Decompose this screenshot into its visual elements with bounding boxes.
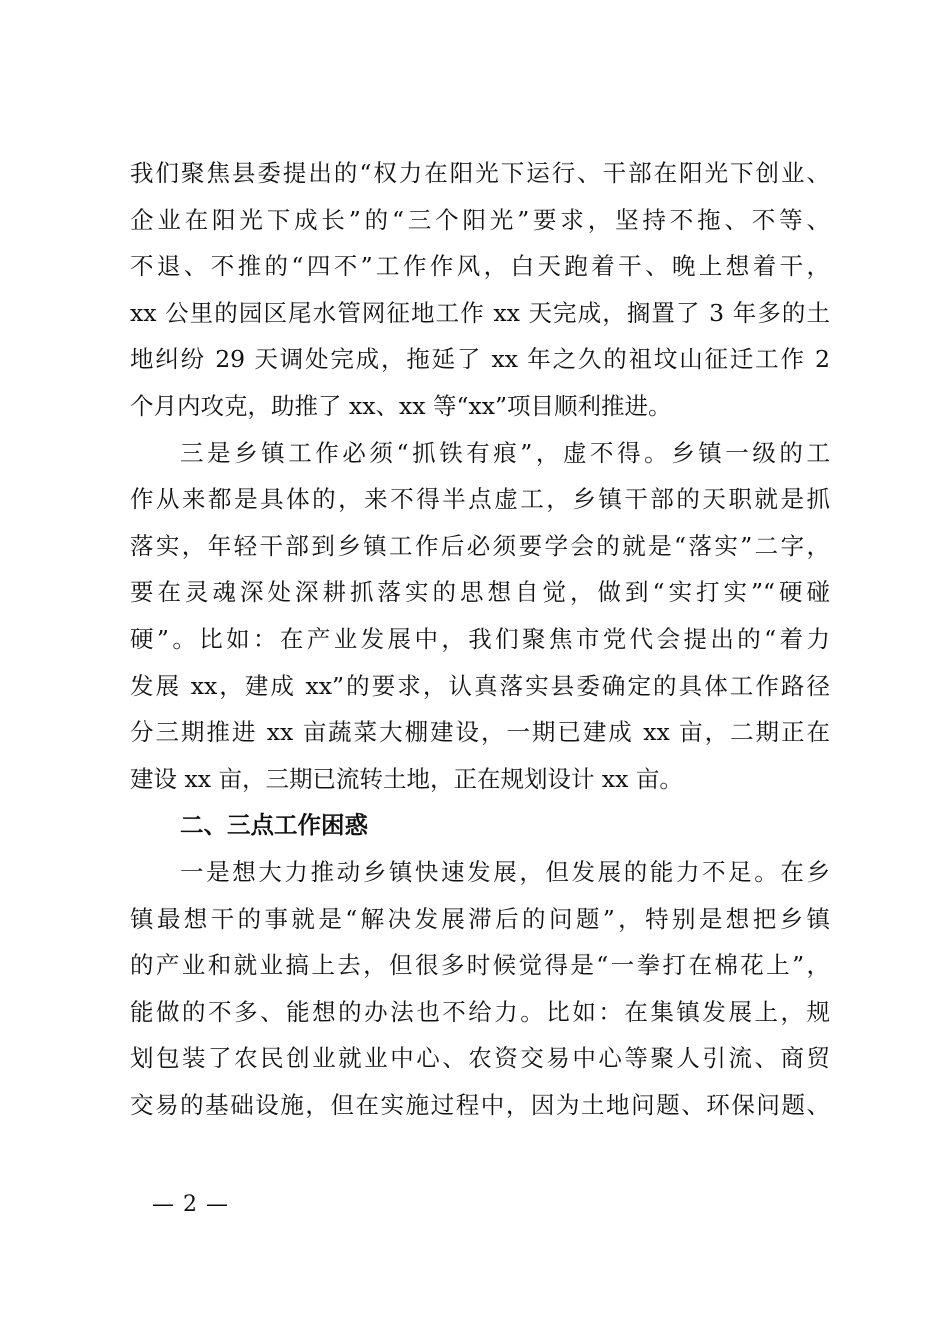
text-line: 交易的基础设施，但在实施过程中，因为土地问题、环保问题、: [130, 1090, 830, 1119]
body-paragraph: [130, 150, 830, 430]
text-line: 企业在阳光下成长”的“三个阳光”要求，坚持不拖、不等、: [130, 205, 830, 234]
section-heading: [130, 802, 830, 849]
body-paragraph: [130, 430, 830, 803]
text-line: 建设 xx 亩，三期已流转土地，正在规划设计 xx 亩。: [130, 764, 683, 793]
text-line: 作从来都是具体的，来不得半点虚工，乡镇干部的天职就是抓: [130, 485, 830, 514]
text-line: 发展 xx，建成 xx”的要求，认真落实县委确定的具体工作路径: [130, 671, 830, 700]
text-line: 的产业和就业搞上去，但很多时候觉得是“一拳打在棉花上”，: [130, 951, 830, 980]
text-line: 划包装了农民创业就业中心、农资交易中心等聚人引流、商贸: [130, 1044, 830, 1073]
text-line: 硬”。比如：在产业发展中，我们聚焦市党代会提出的“着力: [130, 624, 830, 653]
page-number: — 2 —: [152, 1192, 229, 1217]
text-line: 能做的不多、能想的办法也不给力。比如：在集镇发展上，规: [130, 997, 830, 1026]
text-line: 三是乡镇工作必须“抓铁有痕”，虚不得。乡镇一级的工: [180, 438, 830, 467]
text-line: 落实，年轻干部到乡镇工作后必须要学会的就是“落实”二字，: [130, 531, 830, 560]
text-line: 镇最想干的事就是“解决发展滞后的问题”，特别是想把乡镇: [130, 904, 830, 933]
text-line: 地纠纷 29 天调处完成，拖延了 xx 年之久的祖坟山征迁工作 2: [130, 345, 830, 374]
text-line: 要在灵魂深处深耕抓落实的思想自觉，做到“实打实”“硬碰: [130, 578, 830, 607]
text-line: 一是想大力推动乡镇快速发展，但发展的能力不足。在乡: [180, 857, 830, 886]
body-paragraph: [130, 849, 830, 1129]
text-line: 二、三点工作困惑: [180, 811, 368, 840]
text-line: 我们聚焦县委提出的“权力在阳光下运行、干部在阳光下创业、: [130, 159, 830, 187]
document-body: [130, 150, 830, 1128]
text-line: 个月内攻克，助推了 xx、xx 等“xx”项目顺利推进。: [130, 391, 672, 420]
text-line: xx 公里的园区尾水管网征地工作 xx 天完成，搁置了 3 年多的土: [130, 298, 830, 327]
text-line: 不退、不推的“四不”工作作风，白天跑着干、晚上想着干，: [130, 252, 830, 281]
text-line: 分三期推进 xx 亩蔬菜大棚建设，一期已建成 xx 亩，二期正在: [130, 718, 830, 747]
